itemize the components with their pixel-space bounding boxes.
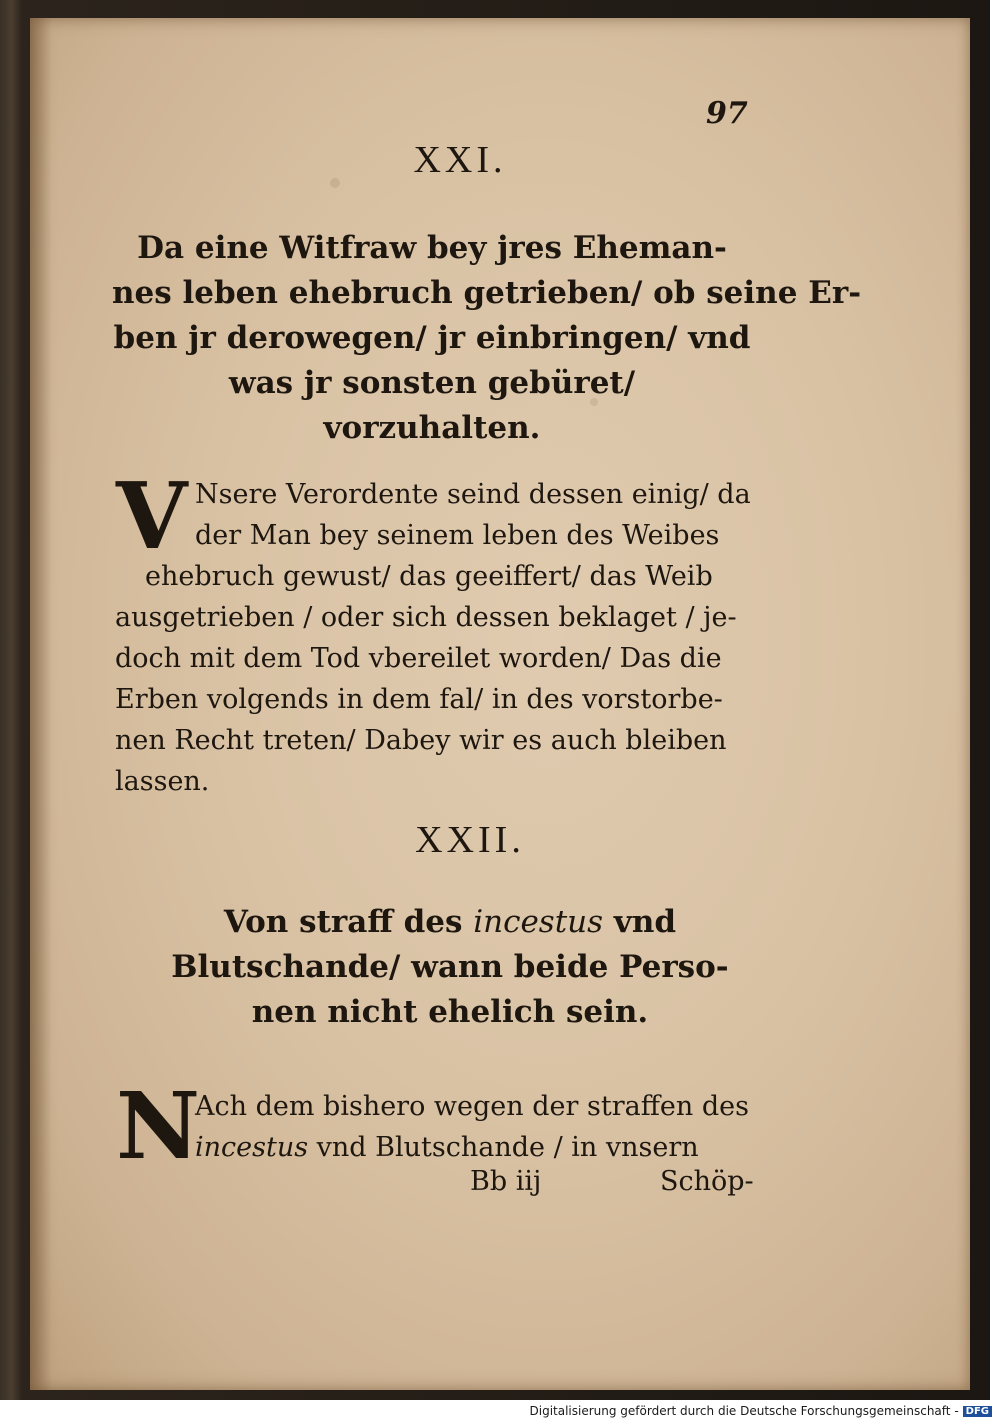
body-line: nen Recht treten/ Dabey wir es auch bleiben	[115, 725, 727, 756]
heading-line: Da eine Witfraw bey jres Eheman-	[137, 230, 727, 266]
page-number: 97	[706, 96, 748, 131]
heading-line: vorzuhalten.	[323, 410, 541, 446]
body-line: ehebruch gewust/ das geeiffert/ das Weib	[145, 561, 713, 592]
body-line: ausgetrieben / oder sich dessen beklaget / je-	[115, 602, 737, 633]
body-paragraph	[115, 474, 775, 802]
body-line: lassen.	[115, 766, 210, 797]
heading-line	[170, 900, 730, 945]
book-page	[30, 18, 970, 1390]
section-heading	[112, 226, 862, 451]
heading-line: nen nicht ehelich sein.	[251, 994, 649, 1030]
body-line: doch mit dem Tod vbereilet worden/ Das die	[115, 643, 722, 674]
body-line: Nsere Verordente seind dessen einig/ da	[195, 479, 751, 510]
body-line: der Man bey seinem leben des Weibes	[195, 520, 720, 551]
body-text: vnd Blutschande / in vnsern	[308, 1132, 699, 1163]
credit-text: Digitalisierung gefördert durch die Deutsche Forschungsgemeinschaft -	[529, 1404, 959, 1418]
dfg-logo: DFG	[963, 1406, 992, 1417]
section-heading	[170, 900, 730, 1035]
heading-text: vnd	[603, 904, 677, 940]
latin-term: incestus	[473, 904, 604, 940]
heading-line: nes leben ehebruch getrieben/ ob seine Er-	[112, 275, 862, 311]
digitization-credit	[530, 1404, 993, 1418]
decorated-initial: V	[116, 462, 188, 570]
heading-line: was jr sonsten gebüret/	[228, 365, 636, 401]
signature-mark: Bb iij	[470, 1166, 542, 1197]
heading-line: ben jr derowegen/ jr einbringen/ vnd	[113, 320, 751, 356]
body-line: Ach dem bishero wegen der straffen des	[195, 1091, 749, 1122]
section-number: XXII.	[415, 819, 525, 861]
body-paragraph	[115, 1086, 775, 1168]
latin-term: incestus	[195, 1132, 309, 1163]
paper-stain	[330, 178, 340, 188]
body-line	[115, 1127, 775, 1168]
heading-text: Von straff des	[223, 904, 474, 940]
catchword: Schöp-	[660, 1166, 754, 1197]
heading-line: Blutschande/ wann beide Perso-	[171, 949, 729, 985]
body-line: Erben volgends in dem fal/ in des vorstorbe-	[115, 684, 723, 715]
decorated-initial: N	[116, 1072, 201, 1180]
section-number: XXI.	[413, 139, 507, 181]
